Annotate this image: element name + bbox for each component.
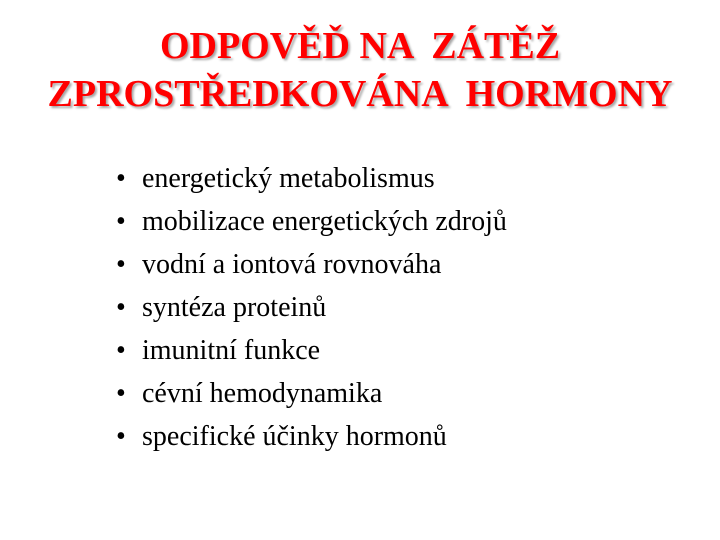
title-line-1: ODPOVĚĎ NA ZÁTĚŽ bbox=[159, 25, 561, 67]
bullet-icon: • bbox=[116, 249, 126, 280]
slide-title bbox=[0, 22, 720, 118]
list-item bbox=[116, 415, 507, 458]
bullet-icon: • bbox=[116, 378, 126, 409]
list-item-text: imunitní funkce bbox=[142, 335, 321, 366]
list-item bbox=[116, 157, 507, 200]
bullet-list bbox=[116, 157, 507, 458]
list-item-text: energetický metabolismus bbox=[142, 163, 435, 194]
bullet-icon: • bbox=[116, 163, 126, 194]
list-item bbox=[116, 329, 507, 372]
list-item bbox=[116, 200, 507, 243]
list-item-text: mobilizace energetických zdrojů bbox=[142, 206, 507, 237]
bullet-icon: • bbox=[116, 335, 126, 366]
bullet-icon: • bbox=[116, 292, 126, 323]
title-line-2: ZPROSTŘEDKOVÁNA HORMONY bbox=[47, 73, 673, 115]
list-item bbox=[116, 286, 507, 329]
list-item-text: specifické účinky hormonů bbox=[142, 421, 447, 452]
list-item bbox=[116, 372, 507, 415]
list-item-text: cévní hemodynamika bbox=[142, 378, 383, 409]
list-item-text: syntéza proteinů bbox=[142, 292, 327, 323]
bullet-icon: • bbox=[116, 206, 126, 237]
list-item bbox=[116, 243, 507, 286]
list-item-text: vodní a iontová rovnováha bbox=[142, 249, 442, 280]
bullet-icon: • bbox=[116, 421, 126, 452]
